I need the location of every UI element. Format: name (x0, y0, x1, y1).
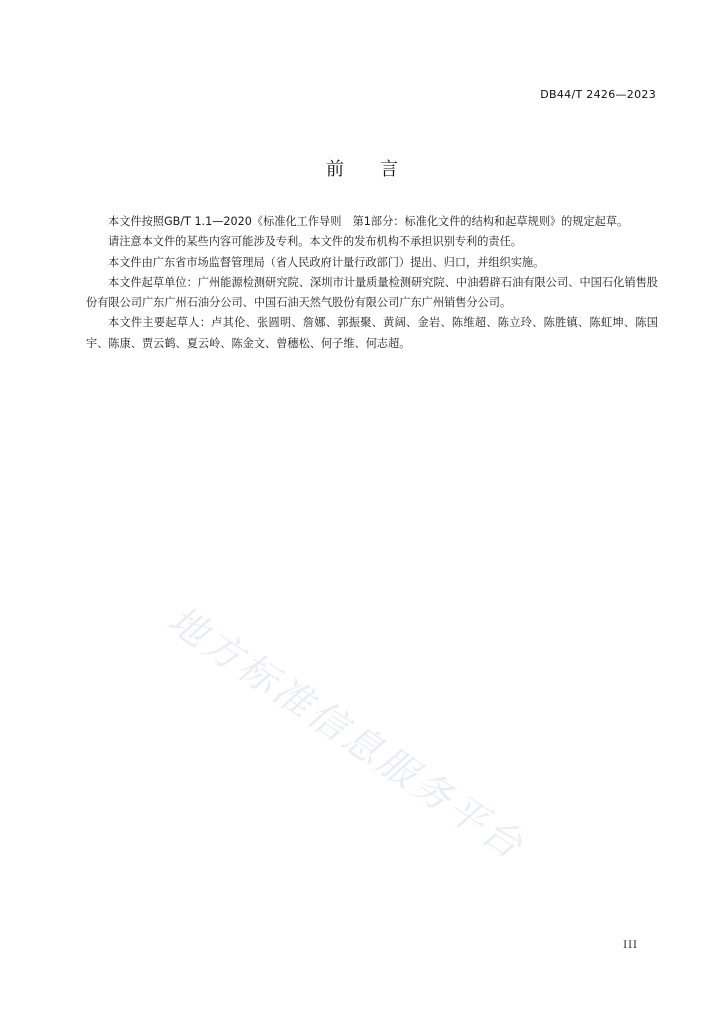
paragraph-proposer: 本文件由广东省市场监督管理局（省人民政府计量行政部门）提出、归口，并组织实施。 (108, 255, 545, 269)
page-number: III (623, 940, 638, 951)
paragraph-drafting-units: 本文件起草单位：广州能源检测研究院、深圳市计量质量检测研究院、中油碧辟石油有限公司、中国石化销售股份有限公司广东广州石油分公司、中国石油天然气股份有限公司广东广州销售分公司。 (86, 275, 658, 310)
paragraph-drafting-basis: 本文件按照GB/T 1.1—2020《标准化工作导则 第1部分：标准化文件的结构和起草规则》的规定起草。 (108, 215, 629, 228)
paragraph-drafters: 本文件主要起草人：卢其伦、张圆明、詹娜、郭振聚、黄阔、金岩、陈维超、陈立玲、陈胜镇、陈虹坤、陈国宇、陈康、贾云鹤、夏云岭、陈金文、曾穗松、何子维、何志超。 (86, 316, 658, 350)
foreword-body (86, 212, 658, 354)
document-code: DB44/T 2426—2023 (540, 88, 656, 101)
page-title: 前言 (326, 159, 434, 180)
watermark: 地方标准信息服务平台 (160, 597, 534, 869)
paragraph-patent-notice: 请注意本文件的某些内容可能涉及专利。本文件的发布机构不承担识别专利的责任。 (108, 235, 522, 249)
